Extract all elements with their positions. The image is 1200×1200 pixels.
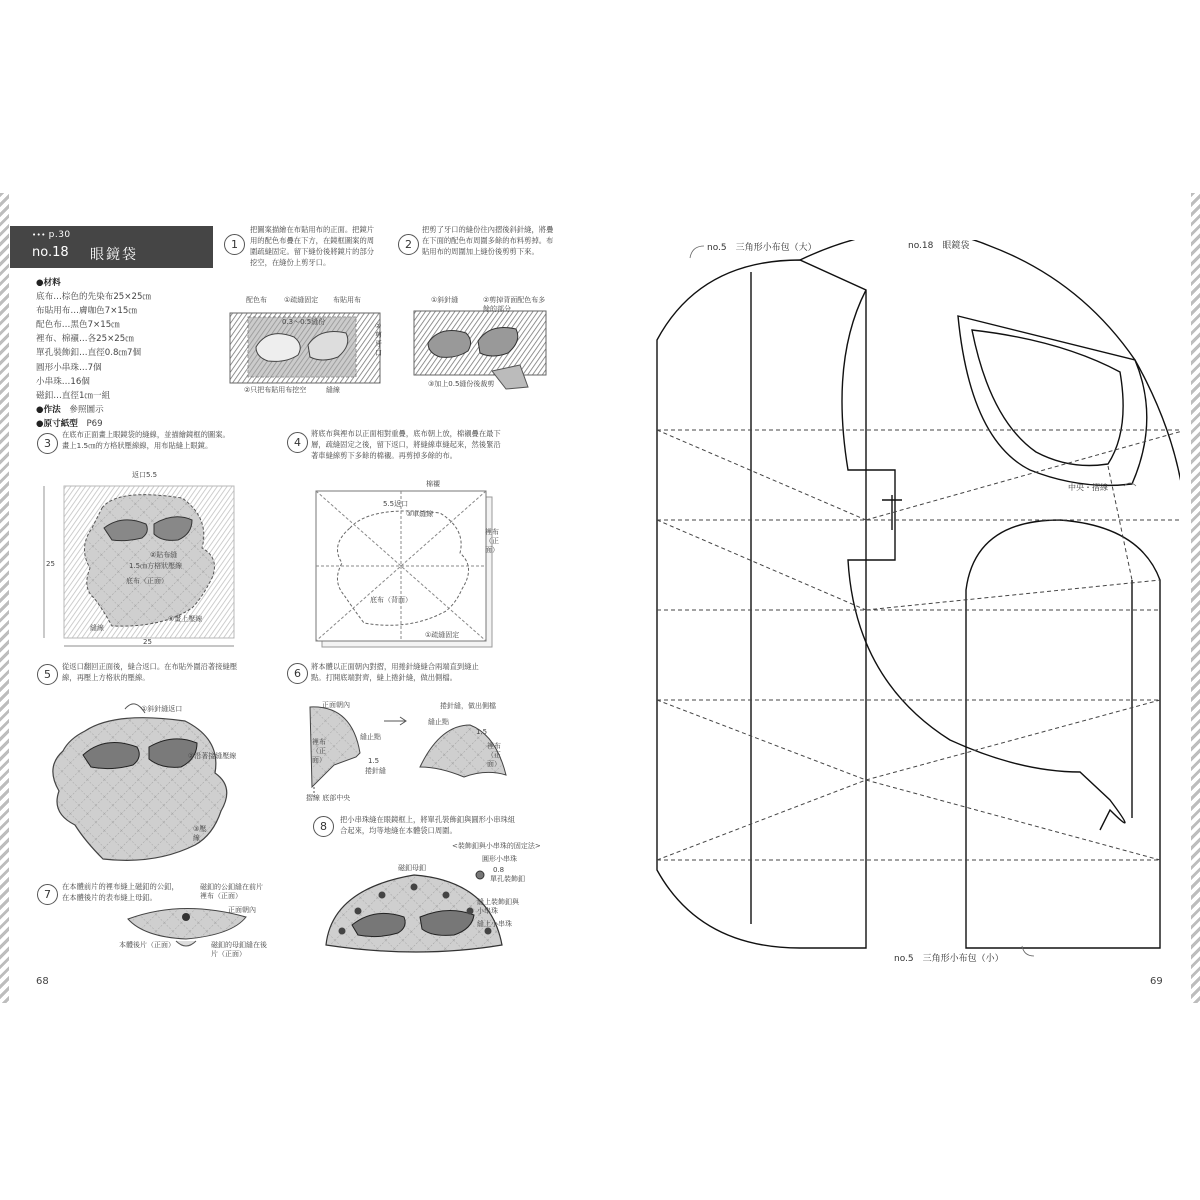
material-item: 配色布…黑色7×15㎝ xyxy=(36,320,120,331)
figure-6-gusset xyxy=(300,695,515,805)
step-number-2: 2 xyxy=(398,234,419,255)
fig8-label-d: 單孔裝飾釦 xyxy=(490,875,525,883)
fig6-label-a: 正面朝內 xyxy=(322,701,350,709)
fig3-label-a: 返口5.5 xyxy=(132,471,158,479)
materials-list xyxy=(36,276,151,431)
page-number-left: 68 xyxy=(36,976,49,987)
fig3-label-f: ①畫上壓線 xyxy=(168,615,203,623)
fig8-label-g: 縫上小串珠 xyxy=(477,920,512,928)
fig6-label-d: 1.5 xyxy=(368,757,380,765)
step-number-4: 4 xyxy=(287,432,308,453)
method-label: ● 作法 xyxy=(36,405,61,415)
fig7-label-c: 本體後片（正面） xyxy=(119,941,175,949)
fig5-label-a: ①斜針縫返口 xyxy=(141,705,183,713)
fig6-label-e: 捲針縫 xyxy=(365,767,386,775)
fig2-label-b: ②剪掉背面配色布多餘的部分 xyxy=(483,296,546,313)
material-item: 圓形小串珠…7個 xyxy=(36,362,102,373)
full-size-pattern-diagram xyxy=(640,240,1180,960)
step-text-7: 在本體前片的裡布縫上磁釦的公釦，在本體後片的表布縫上母釦。 xyxy=(62,882,179,902)
fig1-label-d: 0.3～0.5縫份 xyxy=(282,318,326,326)
fig6-label-f: 摺線 底部中央 xyxy=(306,794,351,802)
step-text-4: 將底布與裡布以正面相對重疊，底布朝上放，棉襯疊在最下層，疏縫固定之後，留下返口，將縫線車縫起來，然後緊沿著車縫線剪下多餘的棉襯。再剪掉多餘的布。 xyxy=(311,429,501,460)
step-text-6: 將本體以正面朝內對摺，用捲針縫縫合兩端直到縫止點。打開底端對齊，縫上捲針縫，做出側檔。 xyxy=(311,662,479,682)
page-number-right: 69 xyxy=(1150,976,1163,987)
fig8-label-a: <裝飾釦與小串珠的固定法> xyxy=(452,842,541,850)
step-number-8: 8 xyxy=(313,816,334,837)
section-header xyxy=(10,226,213,268)
right-stripe-border xyxy=(1191,193,1200,1003)
step-text-8: 把小串珠縫在眼鏡框上，將單孔裝飾釦與圓形小串珠組合起來，均等地縫在本體袋口周圍。 xyxy=(340,815,516,835)
pattern-label-center-fold: 中央・摺線 xyxy=(1068,483,1108,492)
fig8-label-e: 縫上裝飾釦與小串珠 xyxy=(477,898,519,915)
method-value: 參照圖示 xyxy=(69,404,104,415)
step-number-1: 1 xyxy=(224,234,245,255)
fig8-label-f: 磁釦母釦 xyxy=(398,864,426,872)
fig3-label-h: 25 xyxy=(143,638,152,646)
method-line xyxy=(36,403,151,417)
fig3-label-d: 底布（正面） xyxy=(126,577,168,585)
pattern-value: P69 xyxy=(86,418,103,429)
item-code: no.18 xyxy=(32,245,69,260)
material-item: 磁釦…直徑1㎝一組 xyxy=(36,390,111,401)
fig1-label-b: ①疏縫固定 xyxy=(284,296,319,304)
fig1-label-e: ②剪牙口 xyxy=(375,322,382,357)
fig8-label-b: 圓形小串珠 xyxy=(482,855,517,863)
fig6-label-c: 縫止點 xyxy=(360,733,381,741)
material-item: 底布…棕色的先染布25×25㎝ xyxy=(36,292,152,303)
pattern-label-large-pouch: no.5 三角形小布包（大） xyxy=(707,243,817,253)
pattern-label-glasses-case: no.18 眼鏡袋 xyxy=(908,241,970,251)
pattern-label: ● 原寸紙型 xyxy=(36,419,78,429)
fig1-label-c: 布貼用布 xyxy=(333,296,361,304)
step-text-5: 從返口翻回正面後，縫合返口。在布貼外圍沿著接縫壓線，再壓上方格狀的壓線。 xyxy=(62,662,238,682)
material-item: 裡布、棉襯…各25×25㎝ xyxy=(36,334,134,345)
fig4-label-f: ①疏縫固定 xyxy=(425,631,460,639)
left-stripe-border xyxy=(0,193,9,1003)
step-text-3: 在底布正面畫上眼鏡袋的縫線，並描繪鏡框的圖案。畫上1.5㎝的方格狀壓線線，用布貼縫上眼鏡。 xyxy=(62,430,230,450)
fig3-label-c: 1.5㎝方格狀壓線 xyxy=(129,562,183,570)
fig3-label-g: 25 xyxy=(46,560,55,568)
fig5-label-c: ③壓線 xyxy=(193,825,207,842)
fig4-label-a: 棉襯 xyxy=(426,480,440,488)
fig6-label-g: 捲針縫，做出側檔 xyxy=(440,702,496,710)
fig3-label-b: ②貼布縫 xyxy=(150,551,178,559)
fig8-label-c: 0.8 xyxy=(493,866,505,874)
fig7-label-a: 磁釦的公釦縫在前片裡布（正面） xyxy=(200,883,263,900)
fig3-label-e: 縫線 xyxy=(90,624,104,632)
fig6-label-j: 裡布（正面） xyxy=(487,742,501,768)
figure-5-quilted-body xyxy=(45,703,240,868)
material-item: 布貼用布…膚咖色7×15㎝ xyxy=(36,306,137,317)
fig6-label-h: 縫止點 xyxy=(428,718,449,726)
fig1-label-g: 縫線 xyxy=(326,386,340,394)
fig2-label-c: ③加上0.5縫份後裁剪 xyxy=(428,380,495,388)
step-number-7: 7 xyxy=(37,884,58,905)
fig7-label-d: 磁釦的母釦縫在後片（正面） xyxy=(211,941,267,958)
materials-heading: ● 材料 xyxy=(36,276,151,290)
fig4-label-e: 底布（背面） xyxy=(370,596,412,604)
fig1-label-f: ②只把布貼用布挖空 xyxy=(244,386,307,394)
fig4-label-b: 5.5返口 xyxy=(383,500,409,508)
fig6-label-i: 1.5 xyxy=(476,728,488,736)
fig1-label-a: 配色布 xyxy=(246,296,267,304)
step-number-5: 5 xyxy=(37,664,58,685)
pattern-label-small-pouch: no.5 三角形小布包（小） xyxy=(894,954,1004,964)
step-text-2: 把剪了牙口的縫份往內摺後斜針縫，將疊在下面的配色布周圍多餘的布料剪掉。布貼用布的周圍加上縫份後剪剪下來。 xyxy=(422,225,554,256)
step-number-3: 3 xyxy=(37,433,58,454)
page-reference: ••• p.30 xyxy=(32,230,71,240)
fig5-label-b: ②沿著接縫壓線 xyxy=(188,752,237,760)
page-title: 眼鏡袋 xyxy=(90,247,138,263)
fig6-label-b: 裡布（正面） xyxy=(312,738,326,764)
fig4-label-c: ③車縫線 xyxy=(406,510,434,518)
fig7-label-b: 正面朝內 xyxy=(228,906,256,914)
step-text-1: 把圖案描繪在布貼用布的正面。把鏡片用的配色布疊在下方，在鏡框圖案的周圍疏縫固定。留下縫份後將鏡片的部分挖空，在縫份上剪牙口。 xyxy=(250,225,375,267)
material-item: 單孔裝飾釦…直徑0.8㎝7個 xyxy=(36,348,142,359)
material-item: 小串珠…16個 xyxy=(36,376,90,387)
fig2-label-a: ①斜針縫 xyxy=(431,296,459,304)
step-number-6: 6 xyxy=(287,663,308,684)
fig4-label-d: 裡布（正面） xyxy=(485,528,499,554)
